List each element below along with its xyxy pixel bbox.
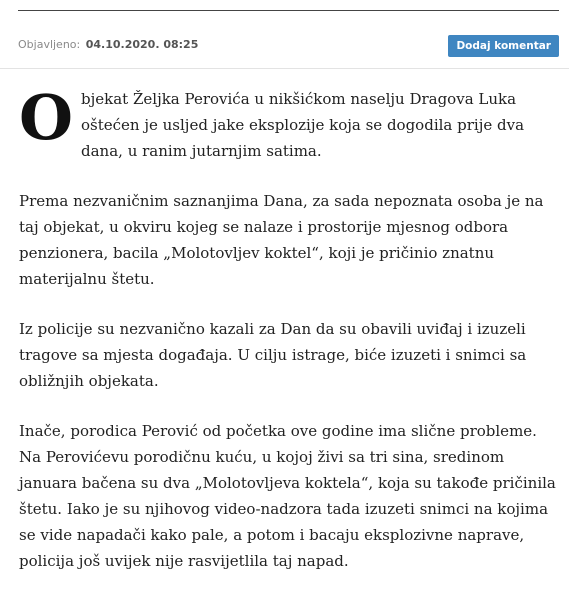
article-paragraph-1 <box>19 81 559 164</box>
article-meta-bar <box>18 35 559 57</box>
dropcap-letter: O <box>19 81 74 154</box>
published-date: 04.10.2020. 08:25 <box>85 38 199 51</box>
published-info <box>18 38 198 51</box>
add-comment-button[interactable]: Dodaj komentar <box>448 35 559 57</box>
article-paragraph-2: Prema nezvaničnim saznanjima Dana, za sada nepoznata osoba je na taj objekat, u okviru kojeg se nalaze i prostorije mjesnog odbora penzionera, bacila „Molotovljev koktel“, koji je pričinio znatnu materijalnu štetu. <box>19 192 544 288</box>
article-body <box>19 81 559 598</box>
meta-divider <box>0 68 569 69</box>
article-paragraph-4: Inače, porodica Perović od početka ove godine ima slične probleme. Na Perovićevu porodičnu kuću, u kojoj živi sa tri sina, sredinom januara bačena su dva „Molotovljeva koktela“, koja su takođe pričinila štetu. Iako je su njihovog video-nadzora tada izuzeti snimci na kojima se vide napadači kako pale, a potom i bacaju eksplozivne naprave, policija još uvijek nije rasvijetlila taj napad. <box>19 422 556 570</box>
top-divider <box>18 10 559 11</box>
published-label: Objavljeno: <box>18 38 81 51</box>
article-paragraph-3: Iz policije su nezvanično kazali za Dan da su obavili uviđaj i izuzeli tragove sa mjesta događaja. U cilju istrage, biće izuzeti i snimci sa obližnjih objekata. <box>19 320 527 390</box>
paragraph-1-text: bjekat Željka Perovića u nikšićkom naselju Dragova Luka oštećen je usljed jake eksplozije koja se dogodila prije dva dana, u ranim jutarnjim satima. <box>81 90 525 160</box>
